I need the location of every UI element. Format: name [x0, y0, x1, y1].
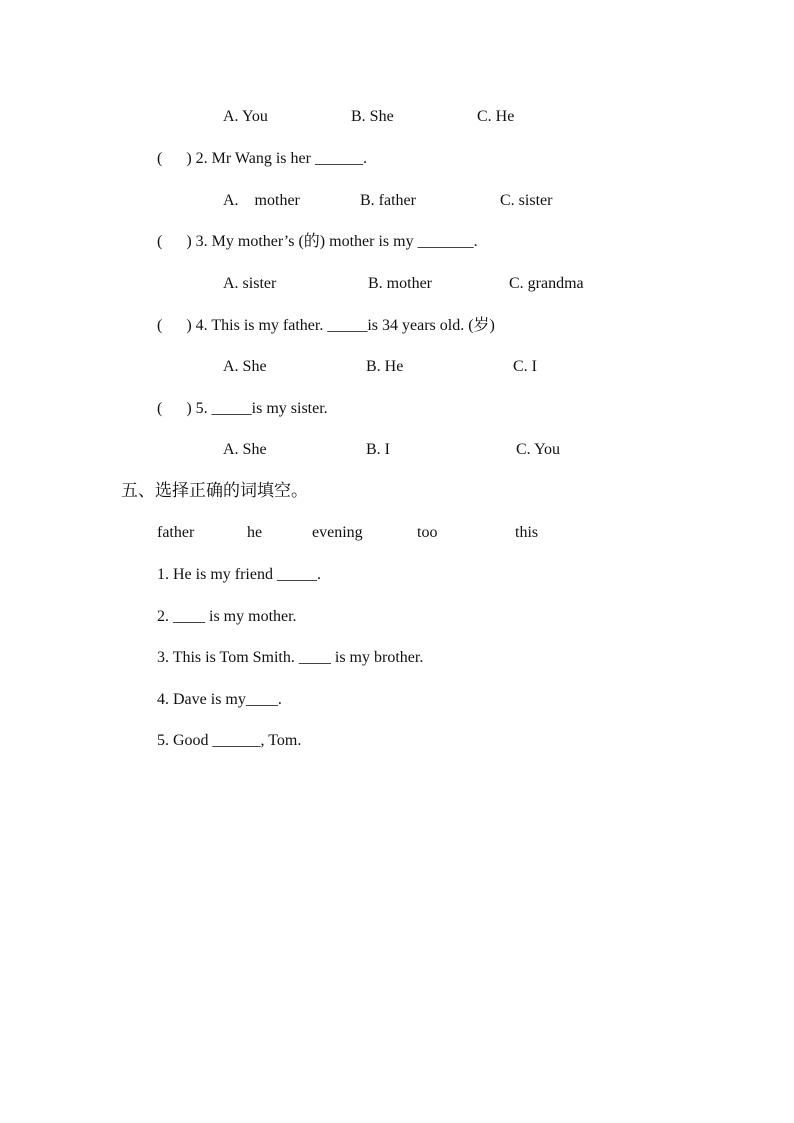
word-bank-item: too — [417, 524, 438, 541]
q4-option-c: C. I — [513, 358, 537, 375]
q1-option-c: C. He — [477, 108, 515, 125]
q1-option-b: B. She — [351, 108, 394, 125]
q2-option-c: C. sister — [500, 192, 553, 209]
word-bank-item: he — [247, 524, 263, 541]
q4-option-a: A. She — [223, 358, 267, 375]
question-5: ( ) 5. _____is my sister. — [157, 400, 328, 417]
q5-option-a: A. She — [223, 441, 267, 458]
q3-option-a: A. sister — [223, 275, 277, 292]
question-4: ( ) 4. This is my father. _____is 34 years old. (岁) — [157, 317, 495, 334]
fill-sentence-4: 4. Dave is my____. — [157, 691, 282, 708]
q2-option-b: B. father — [360, 192, 416, 209]
q4-option-b: B. He — [366, 358, 404, 375]
question-2: ( ) 2. Mr Wang is her ______. — [157, 150, 367, 167]
fill-sentence-2: 2. ____ is my mother. — [157, 608, 297, 625]
section-5-heading: 五、选择正确的词填空。 — [121, 481, 308, 501]
q3-option-c: C. grandma — [509, 275, 584, 292]
q2-option-a: A. mother — [223, 192, 300, 209]
word-bank-item: this — [515, 524, 539, 541]
q3-option-b: B. mother — [368, 275, 432, 292]
word-bank-item: evening — [312, 524, 363, 541]
fill-sentence-1: 1. He is my friend _____. — [157, 566, 321, 583]
q5-option-b: B. I — [366, 441, 390, 458]
fill-sentence-5: 5. Good ______, Tom. — [157, 732, 302, 749]
q1-option-a: A. You — [223, 108, 268, 125]
question-3: ( ) 3. My mother’s (的) mother is my _______. — [157, 233, 478, 250]
fill-sentence-3: 3. This is Tom Smith. ____ is my brother. — [157, 649, 424, 666]
q5-option-c: C. You — [516, 441, 561, 458]
word-bank-item: father — [157, 524, 195, 541]
